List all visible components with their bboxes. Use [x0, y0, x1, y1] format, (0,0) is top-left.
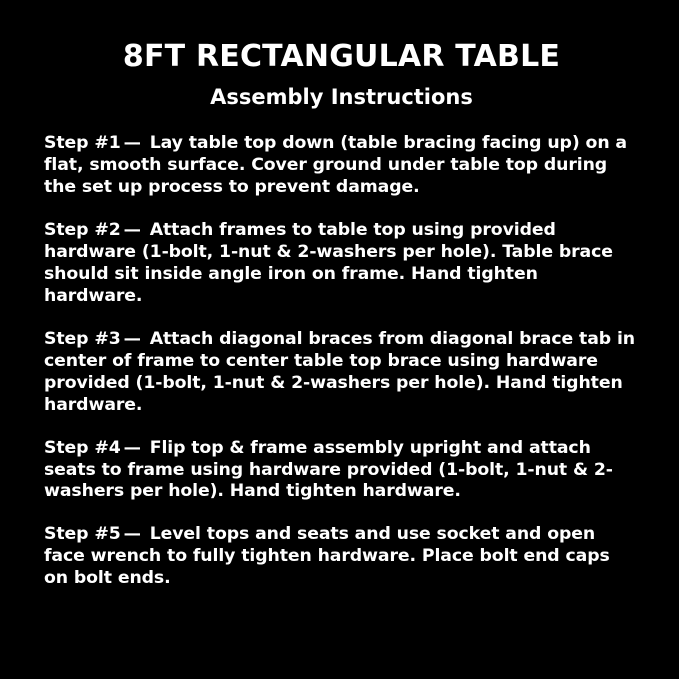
step-dash: —: [123, 133, 141, 154]
step-dash: —: [123, 328, 141, 349]
step-label: Step #1: [44, 133, 121, 154]
steps-list: [44, 133, 639, 590]
step-label: Step #5: [44, 524, 121, 545]
list-item: [44, 438, 639, 504]
step-text: Flip top & frame assembly upright and attach seats to frame using hardware provided (1-bolt, 1-nut & 2-washers per hole). Hand tighten hardware.: [44, 437, 613, 502]
step-text: Attach frames to table top using provided hardware (1-bolt, 1-nut & 2-washers per hole). Table brace should sit inside angle iron on frame. Hand tighten hardware.: [44, 219, 613, 306]
step-label: Step #4: [44, 437, 121, 458]
step-text: Level tops and seats and use socket and open face wrench to fully tighten hardware. Place bolt end caps on bolt ends.: [44, 524, 610, 589]
page-subtitle: Assembly Instructions: [210, 85, 473, 109]
list-item: [44, 220, 639, 308]
list-item: [44, 133, 639, 199]
step-dash: —: [123, 524, 141, 545]
list-item: [44, 524, 639, 590]
page-title: 8FT RECTANGULAR TABLE: [122, 39, 561, 74]
step-label: Step #3: [44, 328, 121, 349]
step-dash: —: [123, 437, 141, 458]
step-text: Lay table top down (table bracing facing up) on a flat, smooth surface. Cover ground under table top during the set up process to prevent damage.: [44, 133, 627, 197]
list-item: [44, 329, 639, 417]
step-label: Step #2: [44, 219, 121, 240]
step-text: Attach diagonal braces from diagonal brace tab in center of frame to center table top brace using hardware provided (1-bolt, 1-nut & 2-washers per hole). Hand tighten hardware.: [44, 328, 635, 415]
step-dash: —: [123, 219, 141, 240]
